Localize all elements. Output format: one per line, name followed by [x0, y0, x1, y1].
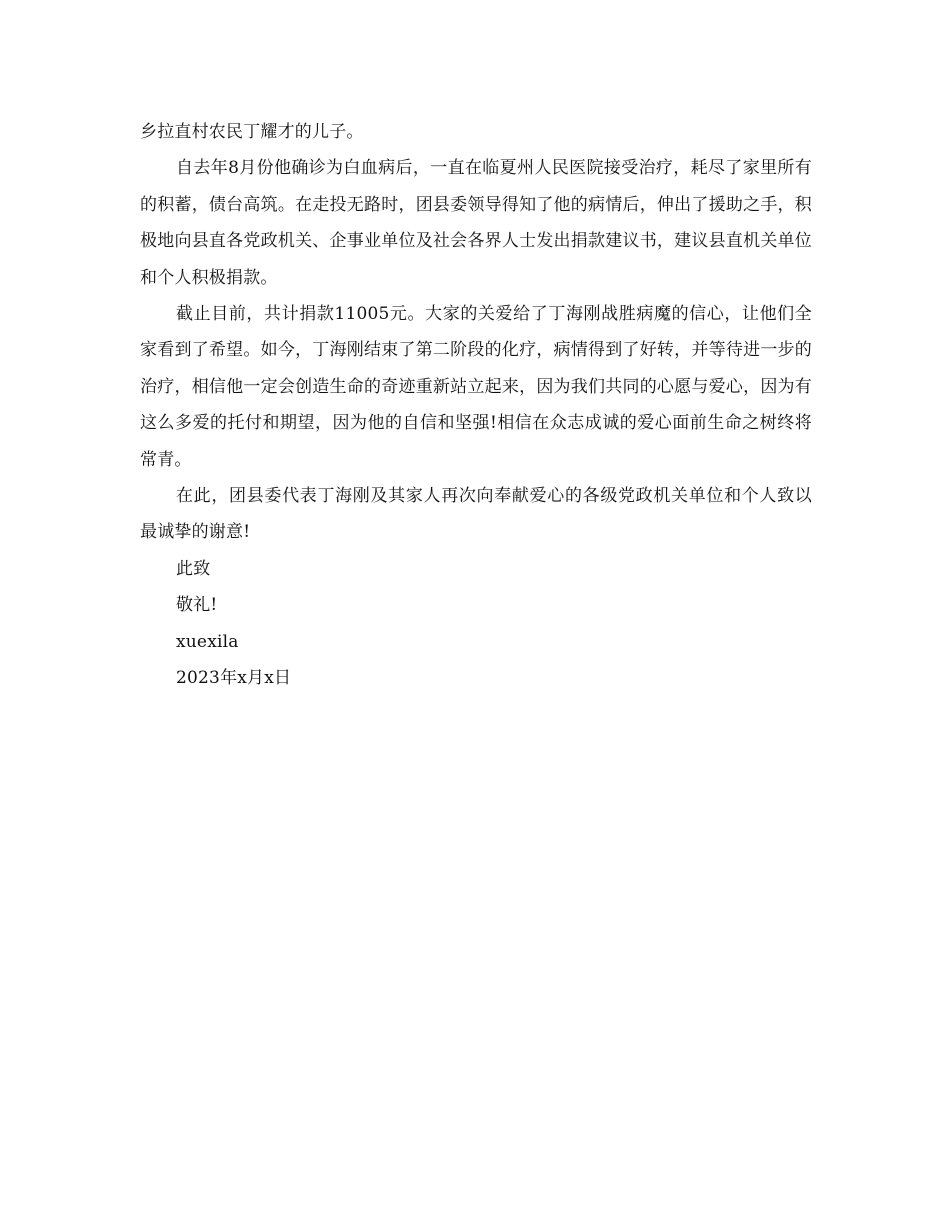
document-body — [140, 114, 812, 697]
closing-signature: xuexila — [176, 631, 239, 652]
closing-date: 2023年x月x日 — [176, 668, 292, 689]
paragraph-diagnosis: 自去年8月份他确诊为白血病后，一直在临夏州人民医院接受治疗，耗尽了家里所有的积蓄，债台高筑。在走投无路时，团县委领导得知了他的病情后，伸出了援助之手，积极地向县直各党政机关、企事业单位及社会各界人士发出捐款建议书，建议县直机关单位和个人积极捐款。 — [140, 158, 812, 288]
paragraph-donation-total: 截止目前，共计捐款11005元。大家的关爱给了丁海刚战胜病魔的信心，让他们全家看到了希望。如今，丁海刚结束了第二阶段的化疗，病情得到了好转，并等待进一步的治疗，相信他一定会创造生命的奇迹重新站立起来，因为我们共同的心愿与爱心，因为有这么多爱的托付和期望，因为他的自信和坚强!相信在众志成诚的爱心面前生命之树终将常青。 — [140, 304, 812, 470]
paragraph-thanks: 在此，团县委代表丁海刚及其家人再次向奉献爱心的各级党政机关单位和个人致以最诚挚的谢意! — [140, 486, 812, 543]
closing-salutation: 此致 — [176, 558, 211, 579]
paragraph-continuation: 乡拉直村农民丁耀才的儿子。 — [140, 122, 364, 142]
closing-regards: 敬礼! — [176, 595, 218, 616]
